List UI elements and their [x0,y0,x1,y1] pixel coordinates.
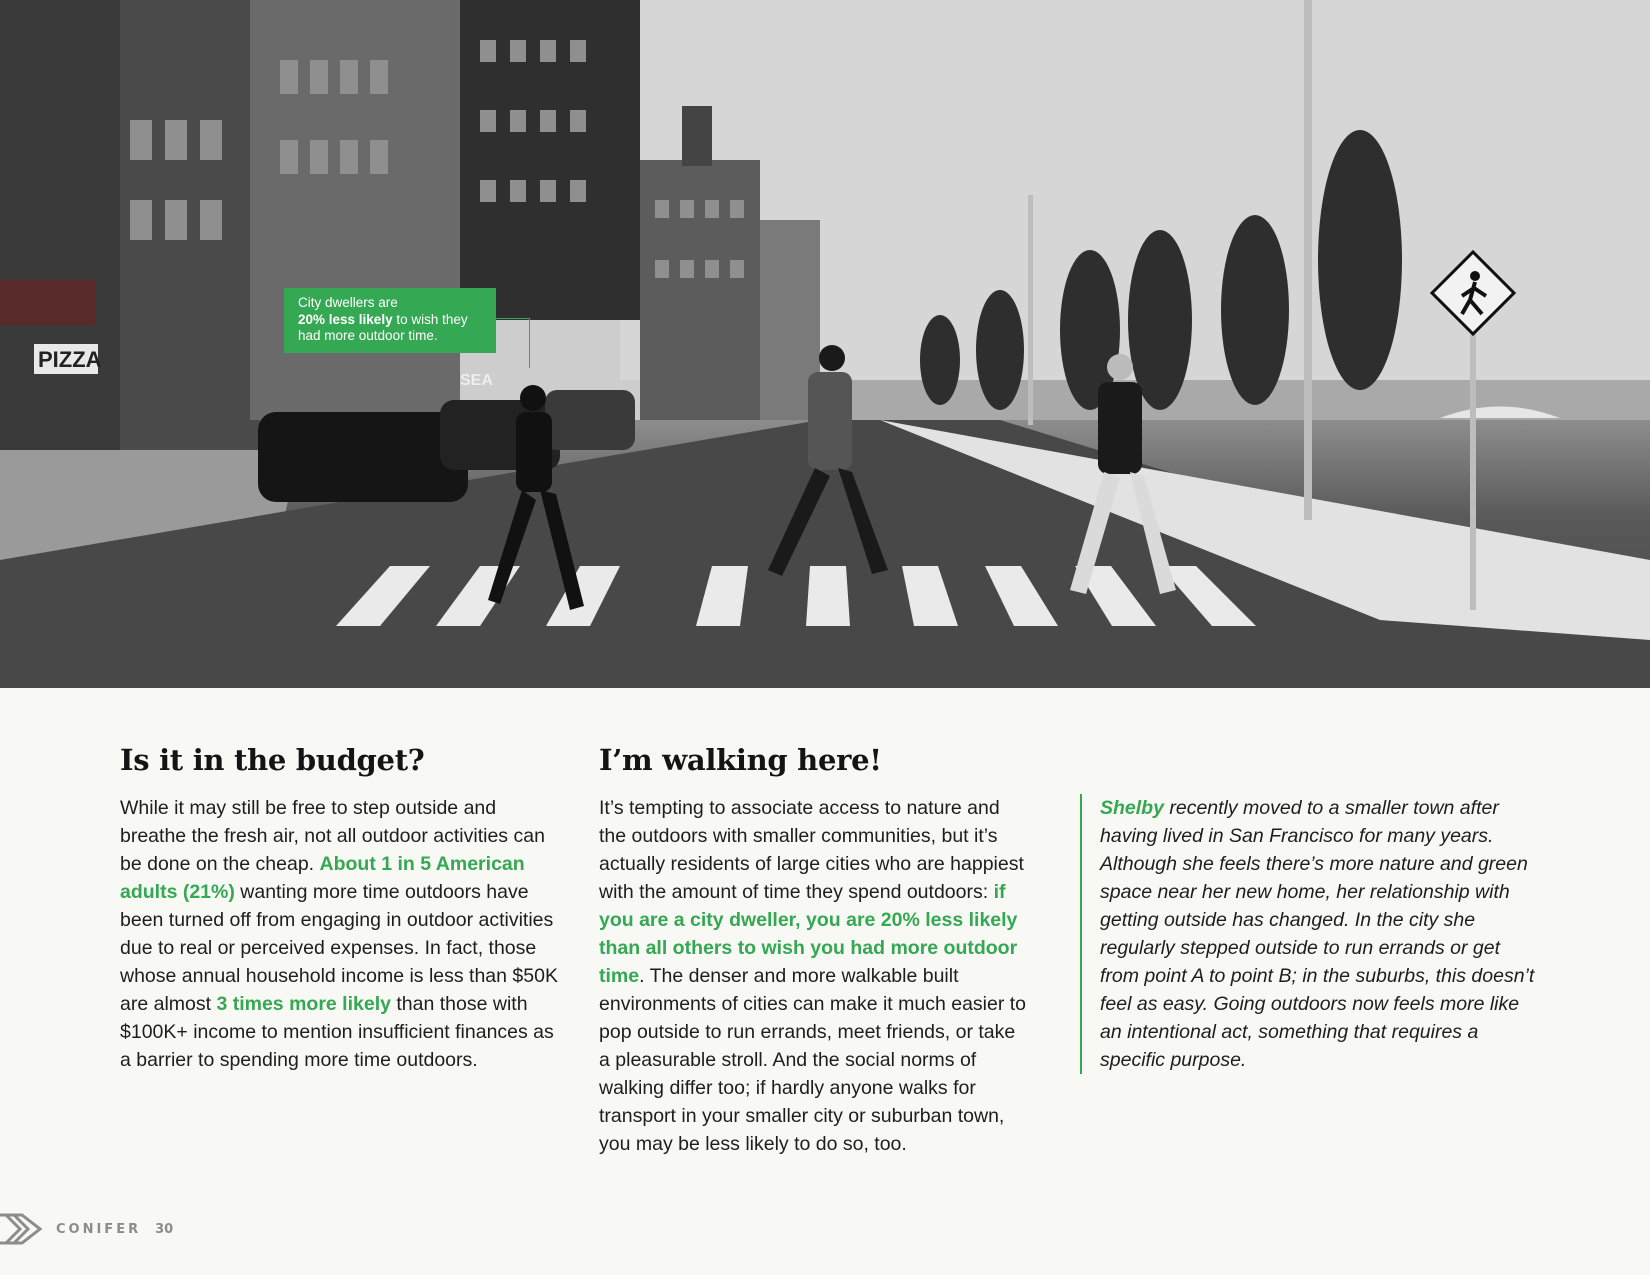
budget-text-c: than those with $100K+ income to mention insufficient finances as a barrier to spending more time outdoors. [120,993,554,1071]
budget-paragraph [120,794,565,1074]
brand-name: CONIFER [56,1221,142,1237]
callout-rest: to wish they had more outdoor time. [298,311,468,343]
budget-highlight-a: About 1 in 5 American adults (21%) [120,853,525,903]
walking-text-b: . The denser and more walkable built environments of cities can make it much easier to pop outside to run errands, meet friends, or take a pleasurable stroll. And the social norms of walking differ too; if hardly anyone walks for transport in your smaller city or suburban town, you may be less likely to do so, too. [599,965,1027,1155]
budget-heading: Is it in the budget? [120,743,425,777]
walking-section [599,738,1029,1158]
budget-text-b: wanting more time outdoors have been turned off from engaging in outdoor activities due to real or perceived expenses. In fact, those whose annual household income is less than $50K are almost [120,881,558,1015]
shelby-name: Shelby [1100,797,1164,819]
callout-emphasis: 20% less likely [298,311,393,327]
walking-highlight: if you are a city dweller, you are 20% less likely than all others to wish you had more outdoor time [599,881,1018,987]
walking-text-a: It’s tempting to associate access to nature and the outdoors with smaller communities, but it’s actually residents of large cities who are happiest with the amount of time they spend outdoors: [599,797,1024,903]
budget-highlight-b: 3 times more likely [216,993,391,1015]
callout-leader-line [496,318,530,368]
sea-sign: SEA [460,372,493,389]
shelby-quote [1080,794,1540,1074]
stat-callout [284,288,496,353]
shelby-text: recently moved to a smaller town after having lived in San Francisco for many years. Although she feels there’s more nature and green space near her new home, her relationship with getting outside has changed. In the city she regularly stepped outside to run errands or get from point A to point B; in the suburbs, this doesn’t feel as easy. Going outdoors now feels more like an intentional act, something that requires a specific purpose. [1100,797,1535,1071]
walking-heading: I’m walking here! [599,743,882,777]
page-number: 30 [155,1221,174,1237]
conifer-logo-icon [0,1209,44,1249]
budget-text-a: While it may still be free to step outside and breathe the fresh air, not all outdoor activities can be done on the cheap. [120,797,545,875]
budget-section [120,738,565,1074]
pizza-sign: PIZZA [38,347,102,372]
callout-line1: City dwellers are [298,295,398,310]
walking-paragraph [599,794,1029,1158]
page-footer [0,1209,173,1249]
shelby-paragraph [1100,794,1540,1074]
